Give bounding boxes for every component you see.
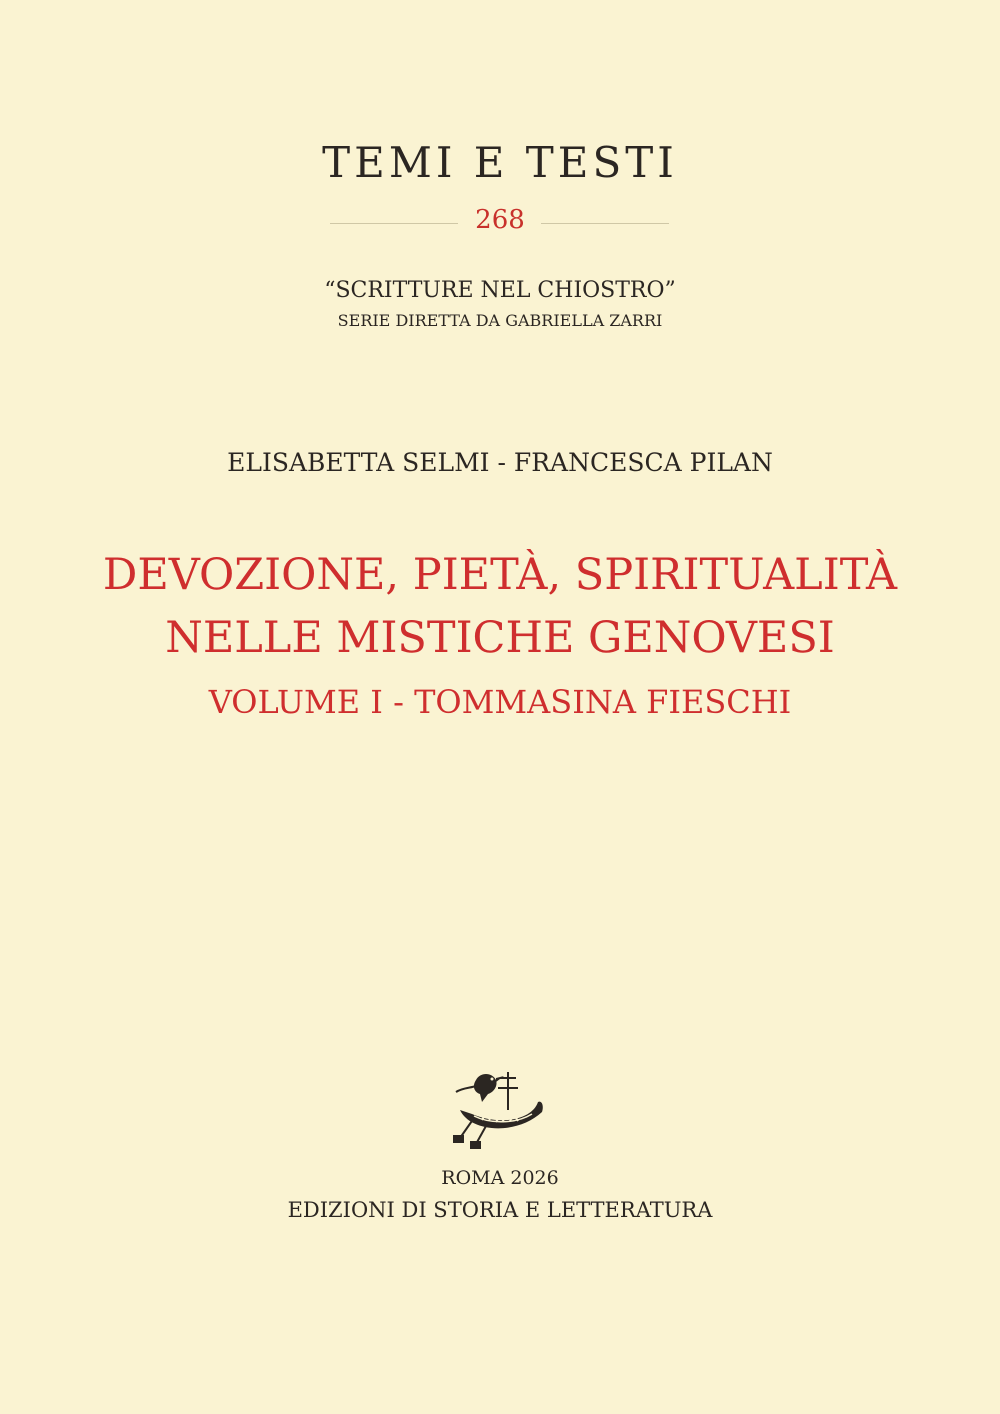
bird-on-ship-logo-icon <box>446 1058 554 1152</box>
book-title-line-1: DEVOZIONE, PIETÀ, SPIRITUALITÀ <box>102 550 898 600</box>
authors: ELISABETTA SELMI - FRANCESCA PILAN <box>227 448 773 477</box>
imprint-place-year: ROMA 2026 <box>441 1167 559 1189</box>
subseries-editor: SERIE DIRETTA DA GABRIELLA ZARRI <box>337 311 663 330</box>
series-number: 268 <box>475 205 525 235</box>
book-title-line-2: NELLE MISTICHE GENOVESI <box>165 613 835 663</box>
volume-title: VOLUME I - TOMMASINA FIESCHI <box>208 683 792 721</box>
series-title: TEMI E TESTI <box>322 138 678 187</box>
series-rule-right <box>541 223 669 224</box>
subseries-name: “SCRITTURE NEL CHIOSTRO” <box>324 278 676 303</box>
imprint-publisher: EDIZIONI DI STORIA E LETTERATURA <box>287 1198 713 1222</box>
